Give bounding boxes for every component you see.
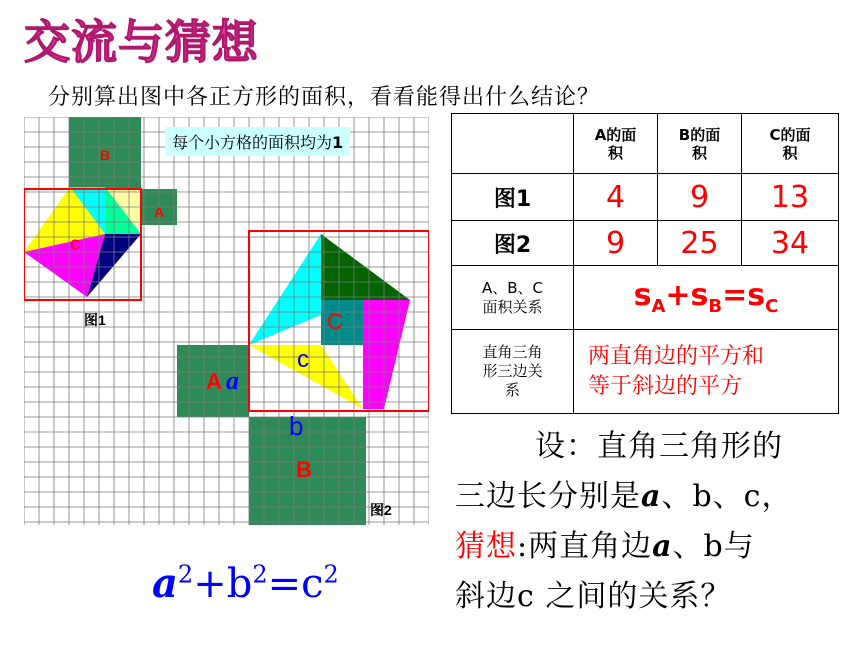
conjecture-paragraph: 设：直角三角形的 三边长分别是a、b、c， 猜想:两直角边a、b与 斜边c 之间的关系？ xyxy=(455,429,793,614)
page-title: 交流与猜想 xyxy=(24,15,259,69)
fig2-b-area: 25 xyxy=(658,221,742,266)
row-fig1-label: 图1 xyxy=(452,174,574,221)
unit-note: 每个小方格的面积均为1 xyxy=(165,127,350,156)
side-relation-text: 两直角边的平方和 等于斜边的平方 xyxy=(574,330,839,414)
fig2-a-area: 9 xyxy=(574,221,658,266)
fig2-label-c-small: c xyxy=(297,346,309,373)
fig2-label-a: A xyxy=(206,369,222,394)
side-relation-label: 直角三角 形三边关 系 xyxy=(452,330,574,414)
fig1-c-area: 13 xyxy=(742,174,839,221)
fig1-caption: 图1 xyxy=(84,312,106,328)
fig1-b-area: 9 xyxy=(658,174,742,221)
instruction-text: 分别算出图中各正方形的面积，看看能得出什么结论？ xyxy=(48,85,601,110)
row-fig2-label: 图2 xyxy=(452,221,574,266)
fig2-label-a-italic: a xyxy=(226,366,239,395)
header-b-area: B的面 积 xyxy=(658,114,742,174)
fig1-a-area: 4 xyxy=(574,174,658,221)
fig1-label-a: A xyxy=(154,204,165,220)
fig2-caption: 图2 xyxy=(370,502,392,518)
fig1-label-b: B xyxy=(100,147,111,163)
fig1-label-c: C xyxy=(70,236,81,252)
fig2-label-b: B xyxy=(296,457,312,482)
area-relation: $s_A+s_B=s_C$ xyxy=(574,266,839,330)
fig2-label-c: C xyxy=(327,309,343,334)
fig2-label-b-small: b xyxy=(289,411,304,441)
header-a-area: A的面 积 xyxy=(574,114,658,174)
relation-label: A、B、C 面积关系 xyxy=(452,266,574,330)
pythagorean-formula: $a^2+b^2=c^2$ xyxy=(152,560,339,607)
grid-figure xyxy=(24,117,429,525)
header-c-area: C的面 积 xyxy=(742,114,839,174)
fig2-c-area: 34 xyxy=(742,221,839,266)
area-table xyxy=(451,113,839,414)
